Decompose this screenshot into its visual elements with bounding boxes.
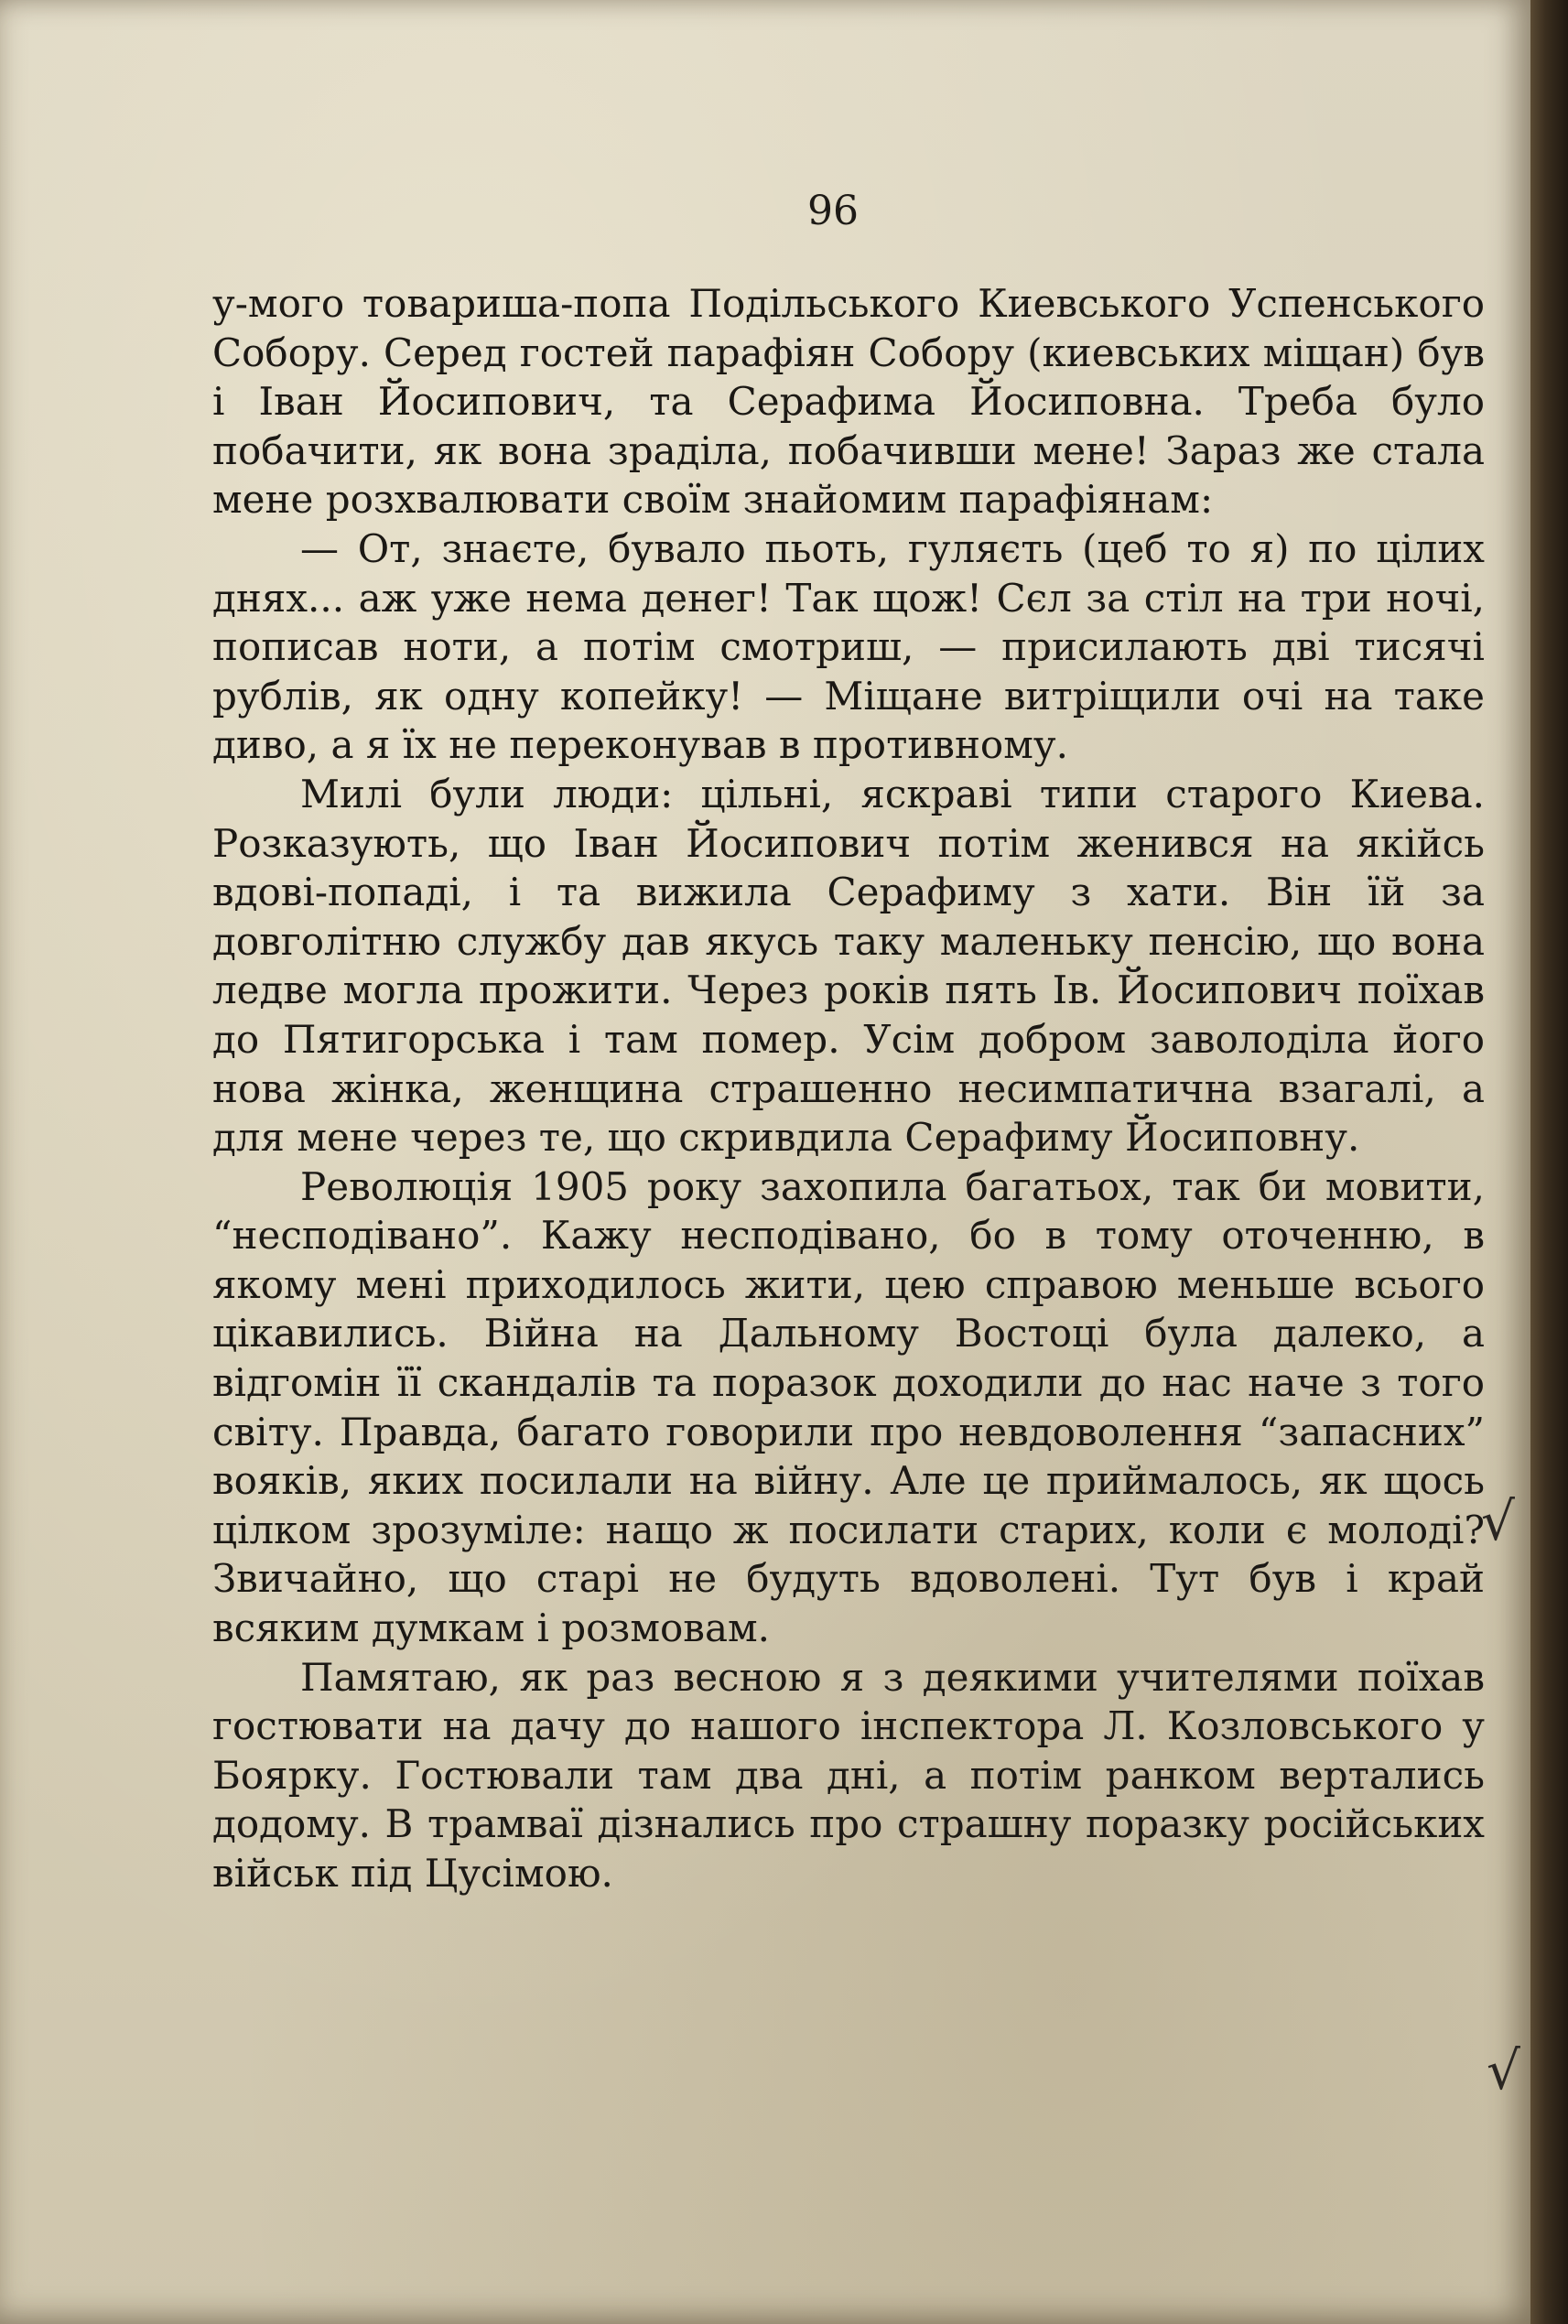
paragraph-2-dialogue: — От, знаєте, бувало пьоть, гуляєть (цеб то я) по цілих днях... аж уже нема денег! Так щож! Сєл за стіл на три ночі, пописав ноти, а потім смотриш, — присилають дві тисячі рублів, як одну копейку! — Міщане витріщили очі на таке диво, а я їх не переконував в противному.	[212, 525, 1485, 768]
margin-check-mark-2: √	[1487, 2039, 1520, 2102]
book-spine-shadow	[1530, 0, 1568, 2324]
paragraph-5: Памятаю, як раз весною я з деякими учителями поїхав гостювати на дачу до нашого інспектора Л. Козловського у Боярку. Гостювали там два дні, а потім ранком вертались додому. В трамваї дізнались про страшну поразку російських військ під Цусімою.	[212, 1654, 1485, 1896]
page-number: 96	[807, 188, 859, 234]
paragraph-3: Милі були люди: цільні, яскраві типи старого Киева. Розказують, що Іван Йосипович потім женився на якійсь вдові-попаді, і та вижила Серафиму з хати. Він їй за довголітню службу дав якусь таку маленьку пенсію, що вона ледве могла прожити. Через років пять Ів. Йосипович поїхав до Пятигорська і там помер. Усім добром заволоділа його нова жінка, женщина страшенно несимпатична взагалі, а для мене через те, що скривдила Серафиму Йосиповну.	[212, 771, 1485, 1161]
paragraph-4: Революція 1905 року захопила багатьох, так би мовити, “несподівано”. Кажу несподівано, бо в тому оточенню, в якому мені приходилось жити, цею справою меньше всього цікавились. Війна на Дальному Востоці була далеко, а відгомін її скандалів та поразок доходили до нас наче з того світу. Правда, багато говорили про невдоволення “запасних” вояків, яких посилали на війну. Але це приймалось, як щось цілком зрозуміле: нащо ж посилати старих, коли є молоді? Звичайно, що старі не будуть вдоволені. Тут був і край всяким думкам і розмовам.	[212, 1163, 1485, 1651]
page-text	[212, 279, 1485, 1898]
paragraph-1: у-мого товариша-попа Подільського Киевського Успенського Собору. Серед гостей парафіян Собору (киевських міщан) був і Іван Йосипович, та Серафима Йосиповна. Треба було побачити, як вона зраділа, побачивши мене! Зараз же стала мене розхвалювати своїм знайомим парафіянам:	[212, 281, 1485, 523]
margin-check-mark-1: √	[1481, 1490, 1515, 1552]
